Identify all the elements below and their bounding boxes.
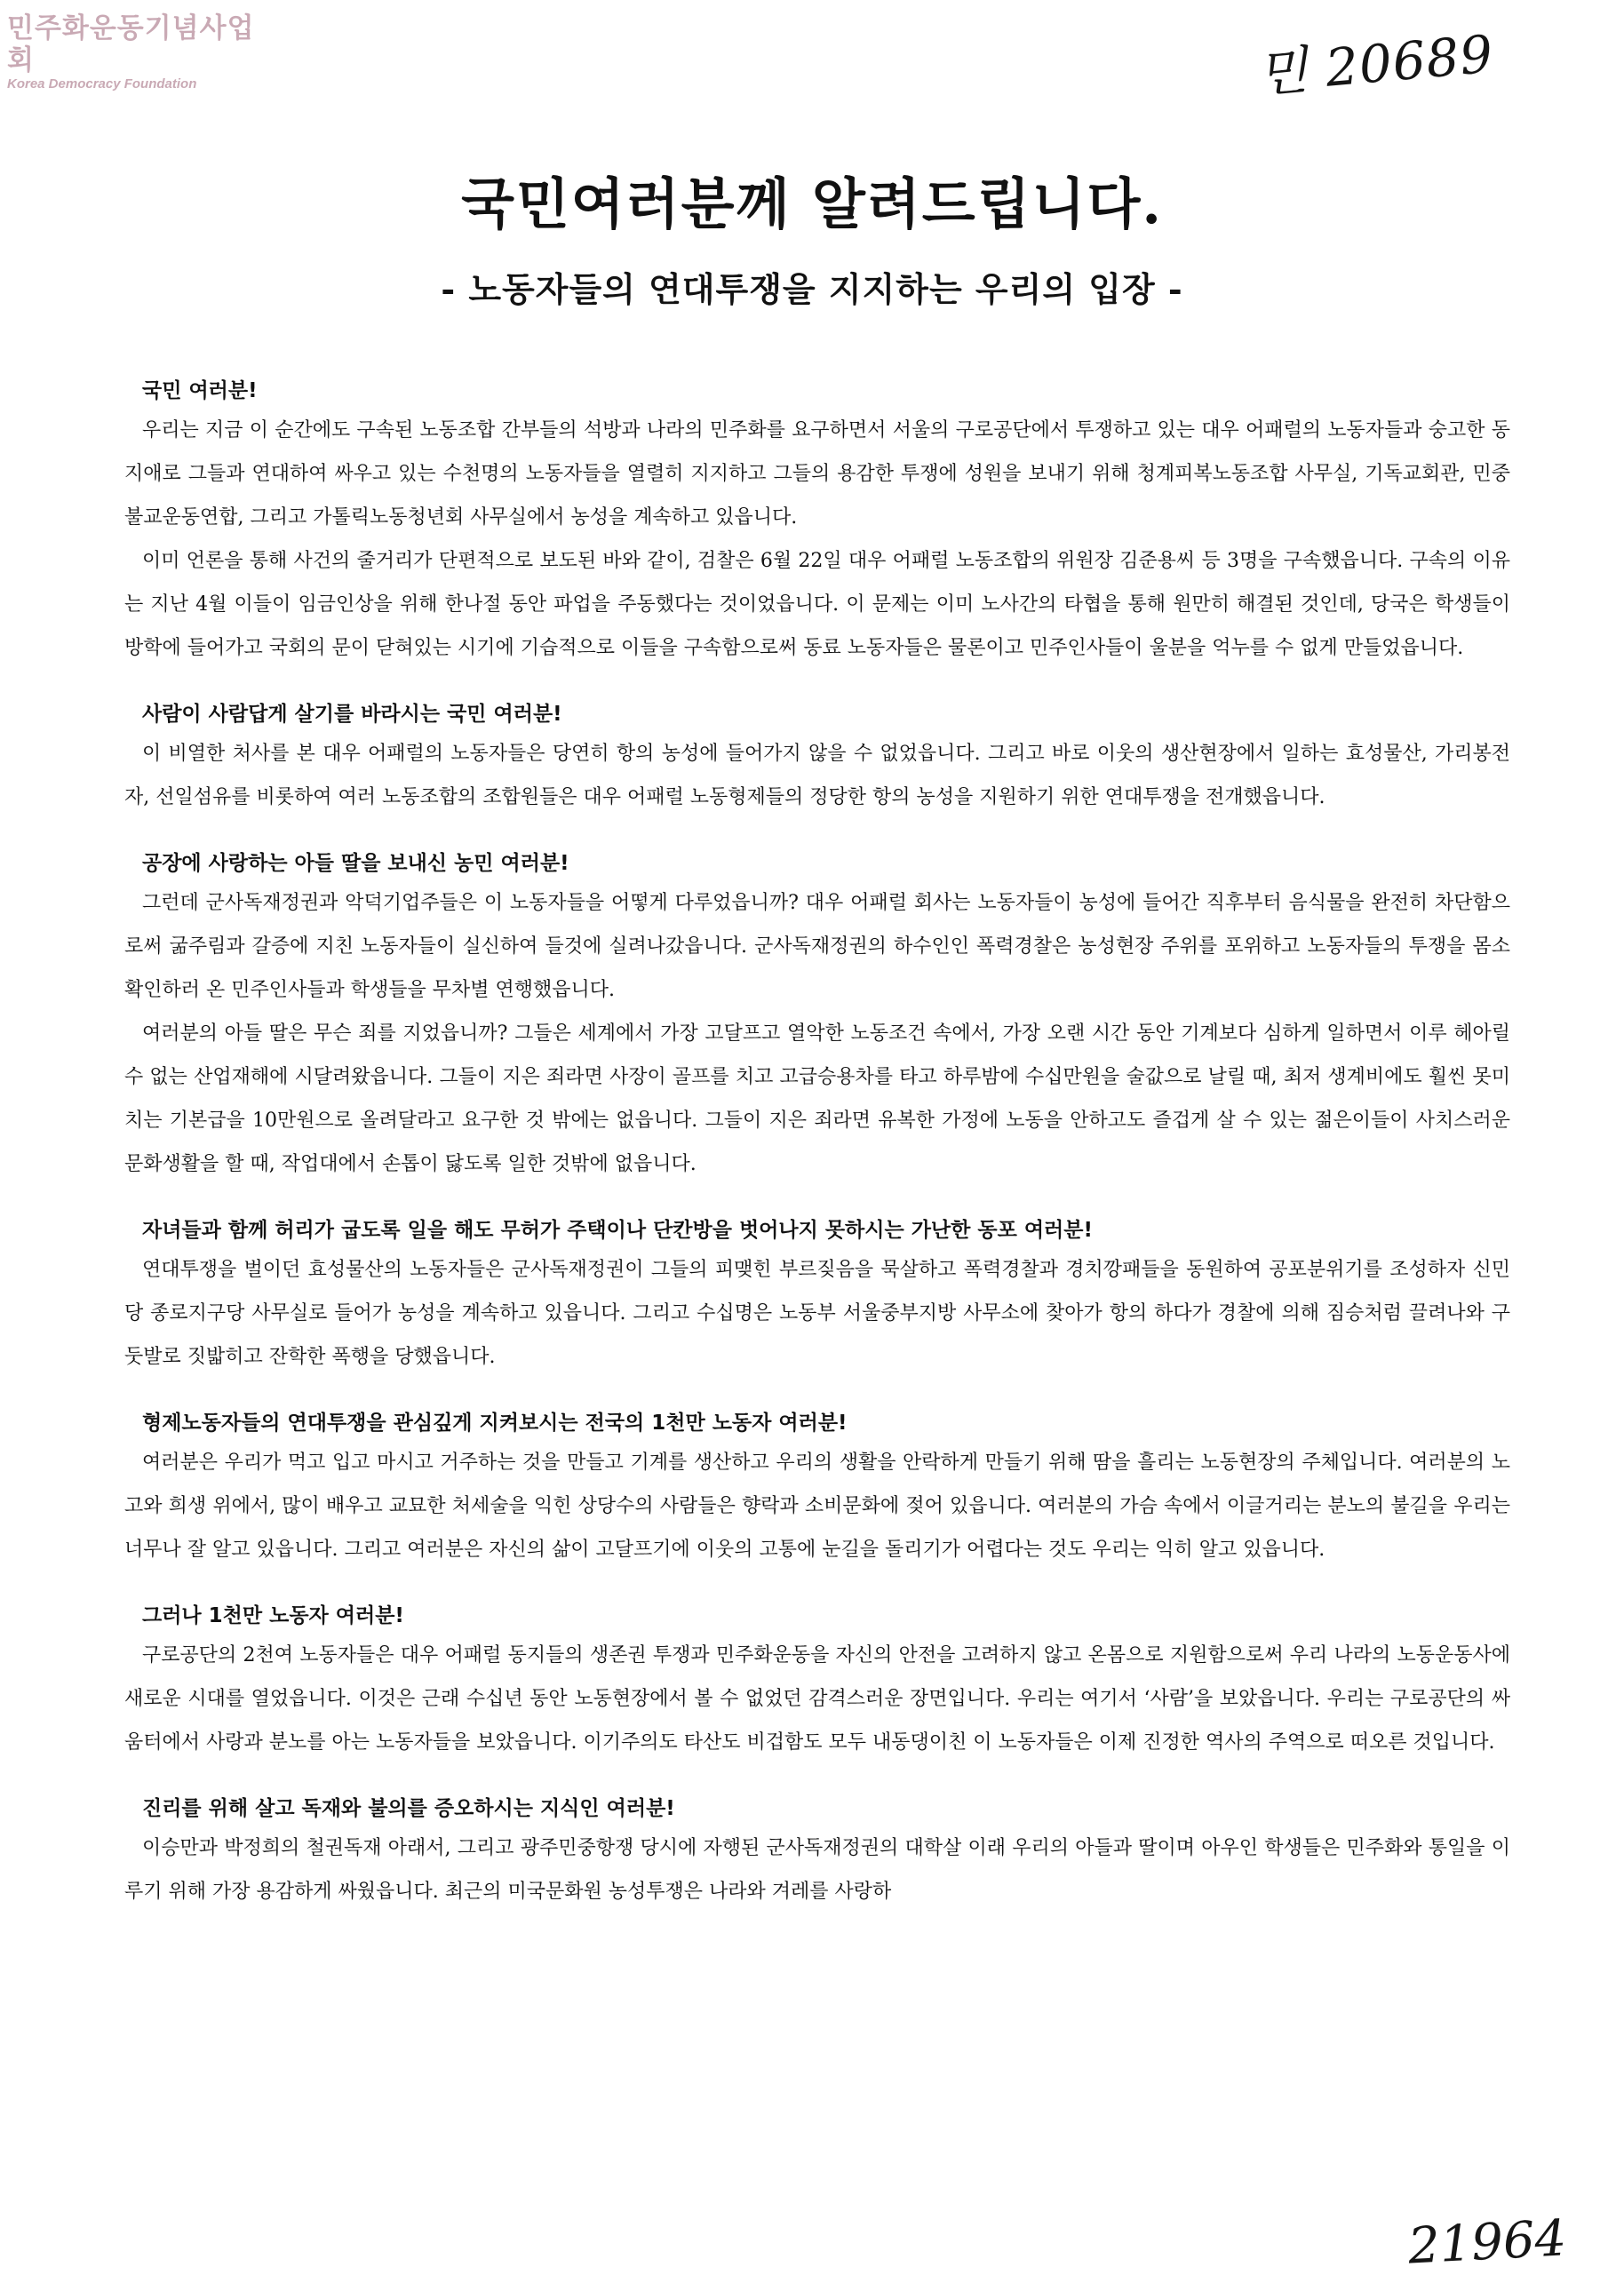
section-citizens bbox=[124, 373, 1510, 670]
section-heading: 사람이 사람답게 살기를 바라시는 국민 여러분! bbox=[142, 703, 562, 726]
section-humane-living bbox=[124, 696, 1510, 819]
section-heading: 공장에 사랑하는 아들 딸을 보내신 농민 여러분! bbox=[142, 852, 569, 875]
watermark-english: Korea Democracy Foundation bbox=[7, 76, 197, 91]
watermark-korean: 민주화운동기념사업회 bbox=[7, 12, 255, 76]
section-heading: 그러나 1천만 노동자 여러분! bbox=[142, 1604, 404, 1627]
section-intellectuals bbox=[124, 1791, 1510, 1913]
section-poor-compatriots bbox=[124, 1213, 1510, 1379]
paragraph: 여러분은 우리가 먹고 입고 마시고 거주하는 것을 만들고 기계를 생산하고 우리의 생활을 안락하게 만들기 위해 땀을 흘리는 노동현장의 주체입니다. 여러분의 노고와 희생 위에서, 많이 배우고 교묘한 처세술을 익힌 상당수의 사람들은 향락과 소비문화에 젖어 있읍니다. 여러분의 가슴 속에서 이글거리는 분노의 불길을 우리는 너무나 잘 알고 있읍니다. 그리고 여러분은 자신의 삶이 고달프기에 이웃의 고통에 눈길을 돌리기가 어렵다는 것도 우리는 익히 알고 있읍니다. bbox=[124, 1452, 1510, 1561]
section-farmers bbox=[124, 846, 1510, 1186]
section-ten-million-workers bbox=[124, 1405, 1510, 1571]
handwritten-page-number: 21964 bbox=[1406, 2209, 1568, 2276]
paragraph: 그런데 군사독재정권과 악덕기업주들은 이 노동자들을 어떻게 다루었읍니까? 대우 어패럴 회사는 노동자들이 농성에 들어간 직후부터 음식물을 완전히 차단함으로써 굶주림과 갈증에 지친 노동자들이 실신하여 들것에 실려나갔읍니다. 군사독재정권의 하수인인 폭력경찰은 농성현장 주위를 포위하고 노동자들의 투쟁을 몸소 확인하러 온 민주인사들과 학생들을 무차별 연행했읍니다. bbox=[124, 892, 1510, 1001]
foundation-watermark bbox=[7, 12, 274, 92]
section-heading: 국민 여러분! bbox=[142, 379, 258, 402]
handwritten-archive-number: 민 20689 bbox=[1254, 23, 1496, 105]
paragraph: 우리는 지금 이 순간에도 구속된 노동조합 간부들의 석방과 나라의 민주화를 요구하면서 서울의 구로공단에서 투쟁하고 있는 대우 어패럴의 노동자들과 숭고한 동지애로 그들과 연대하여 싸우고 있는 수천명의 노동자들을 열렬히 지지하고 그들의 용감한 투쟁에 성원을 보내기 위해 청계피복노동조합 사무실, 기독교회관, 민중불교운동연합, 그리고 가톨릭노동청년회 사무실에서 농성을 계속하고 있읍니다. bbox=[124, 419, 1510, 529]
section-however-workers bbox=[124, 1598, 1510, 1764]
paragraph: 이 비열한 처사를 본 대우 어패럴의 노동자들은 당연히 항의 농성에 들어가지 않을 수 없었읍니다. 그리고 바로 이웃의 생산현장에서 일하는 효성물산, 가리봉전자, 선일섬유를 비롯하여 여러 노동조합의 조합원들은 대우 어패럴 노동형제들의 정당한 항의 농성을 지원하기 위한 연대투쟁을 전개했읍니다. bbox=[124, 743, 1510, 808]
section-heading: 진리를 위해 살고 독재와 불의를 증오하시는 지식인 여러분! bbox=[142, 1797, 675, 1820]
paragraph: 구로공단의 2천여 노동자들은 대우 어패럴 동지들의 생존권 투쟁과 민주화운동을 자신의 안전을 고려하지 않고 온몸으로 지원함으로써 우리 나라의 노동운동사에 새로운 시대를 열었읍니다. 이것은 근래 수십년 동안 노동현장에서 볼 수 없었던 감격스러운 장면입니다. 우리는 여기서 ‘사람’을 보았읍니다. 우리는 구로공단의 싸움터에서 사랑과 분노를 아는 노동자들을 보았읍니다. 이기주의도 타산도 비겁함도 모두 내동댕이친 이 노동자들은 이제 진정한 역사의 주역으로 떠오른 것입니다. bbox=[124, 1644, 1510, 1754]
section-heading: 형제노동자들의 연대투쟁을 관심깊게 지켜보시는 전국의 1천만 노동자 여러분! bbox=[142, 1412, 848, 1435]
document-body bbox=[124, 373, 1510, 1940]
document-subtitle: - 노동자들의 연대투쟁을 지지하는 우리의 입장 - bbox=[441, 269, 1183, 309]
paragraph: 연대투쟁을 벌이던 효성물산의 노동자들은 군사독재정권이 그들의 피맺힌 부르짖음을 묵살하고 폭력경찰과 경치깡패들을 동원하여 공포분위기를 조성하자 신민당 종로지구당 사무실로 들어가 농성을 계속하고 있읍니다. 그리고 수십명은 노동부 서울중부지방 사무소에 찾아가 항의 하다가 경찰에 의해 짐승처럼 끌려나와 구둣발로 짓밟히고 잔학한 폭행을 당했읍니다. bbox=[124, 1259, 1510, 1368]
section-heading: 자녀들과 함께 허리가 굽도록 일을 해도 무허가 주택이나 단칸방을 벗어나지 못하시는 가난한 동포 여러분! bbox=[142, 1219, 1093, 1242]
paragraph: 여러분의 아들 딸은 무슨 죄를 지었읍니까? 그들은 세계에서 가장 고달프고 열악한 노동조건 속에서, 가장 오랜 시간 동안 기계보다 심하게 일하면서 이루 헤아릴 수 없는 산업재해에 시달려왔읍니다. 그들이 지은 죄라면 사장이 골프를 치고 고급승용차를 타고 하루밤에 수십만원을 술값으로 날릴 때, 최저 생계비에도 훨씬 못미치는 기본급을 10만원으로 올려달라고 요구한 것 밖에는 없읍니다. 그들이 지은 죄라면 유복한 가정에 노동을 안하고도 즐겁게 살 수 있는 젊은이들이 사치스러운 문화생활을 할 때, 작업대에서 손톱이 닳도록 일한 것밖에 없읍니다. bbox=[124, 1022, 1510, 1175]
document-title: 국민여러분께 알려드립니다. bbox=[461, 171, 1163, 236]
paragraph: 이승만과 박정희의 철권독재 아래서, 그리고 광주민중항쟁 당시에 자행된 군사독재정권의 대학살 이래 우리의 아들과 딸이며 아우인 학생들은 민주화와 통일을 이루기 위해 가장 용감하게 싸웠읍니다. 최근의 미국문화원 농성투쟁은 나라와 겨레를 사랑하 bbox=[124, 1837, 1510, 1903]
paragraph: 이미 언론을 통해 사건의 줄거리가 단편적으로 보도된 바와 같이, 검찰은 6월 22일 대우 어패럴 노동조합의 위원장 김준용씨 등 3명을 구속했읍니다. 구속의 이유는 지난 4월 이들이 임금인상을 위해 한나절 동안 파업을 주동했다는 것이었읍니다. 이 문제는 이미 노사간의 타협을 통해 원만히 해결된 것인데, 당국은 학생들이 방학에 들어가고 국회의 문이 닫혀있는 시기에 기습적으로 이들을 구속함으로써 동료 노동자들은 물론이고 민주인사들이 울분을 억누를 수 없게 만들었읍니다. bbox=[124, 550, 1510, 659]
